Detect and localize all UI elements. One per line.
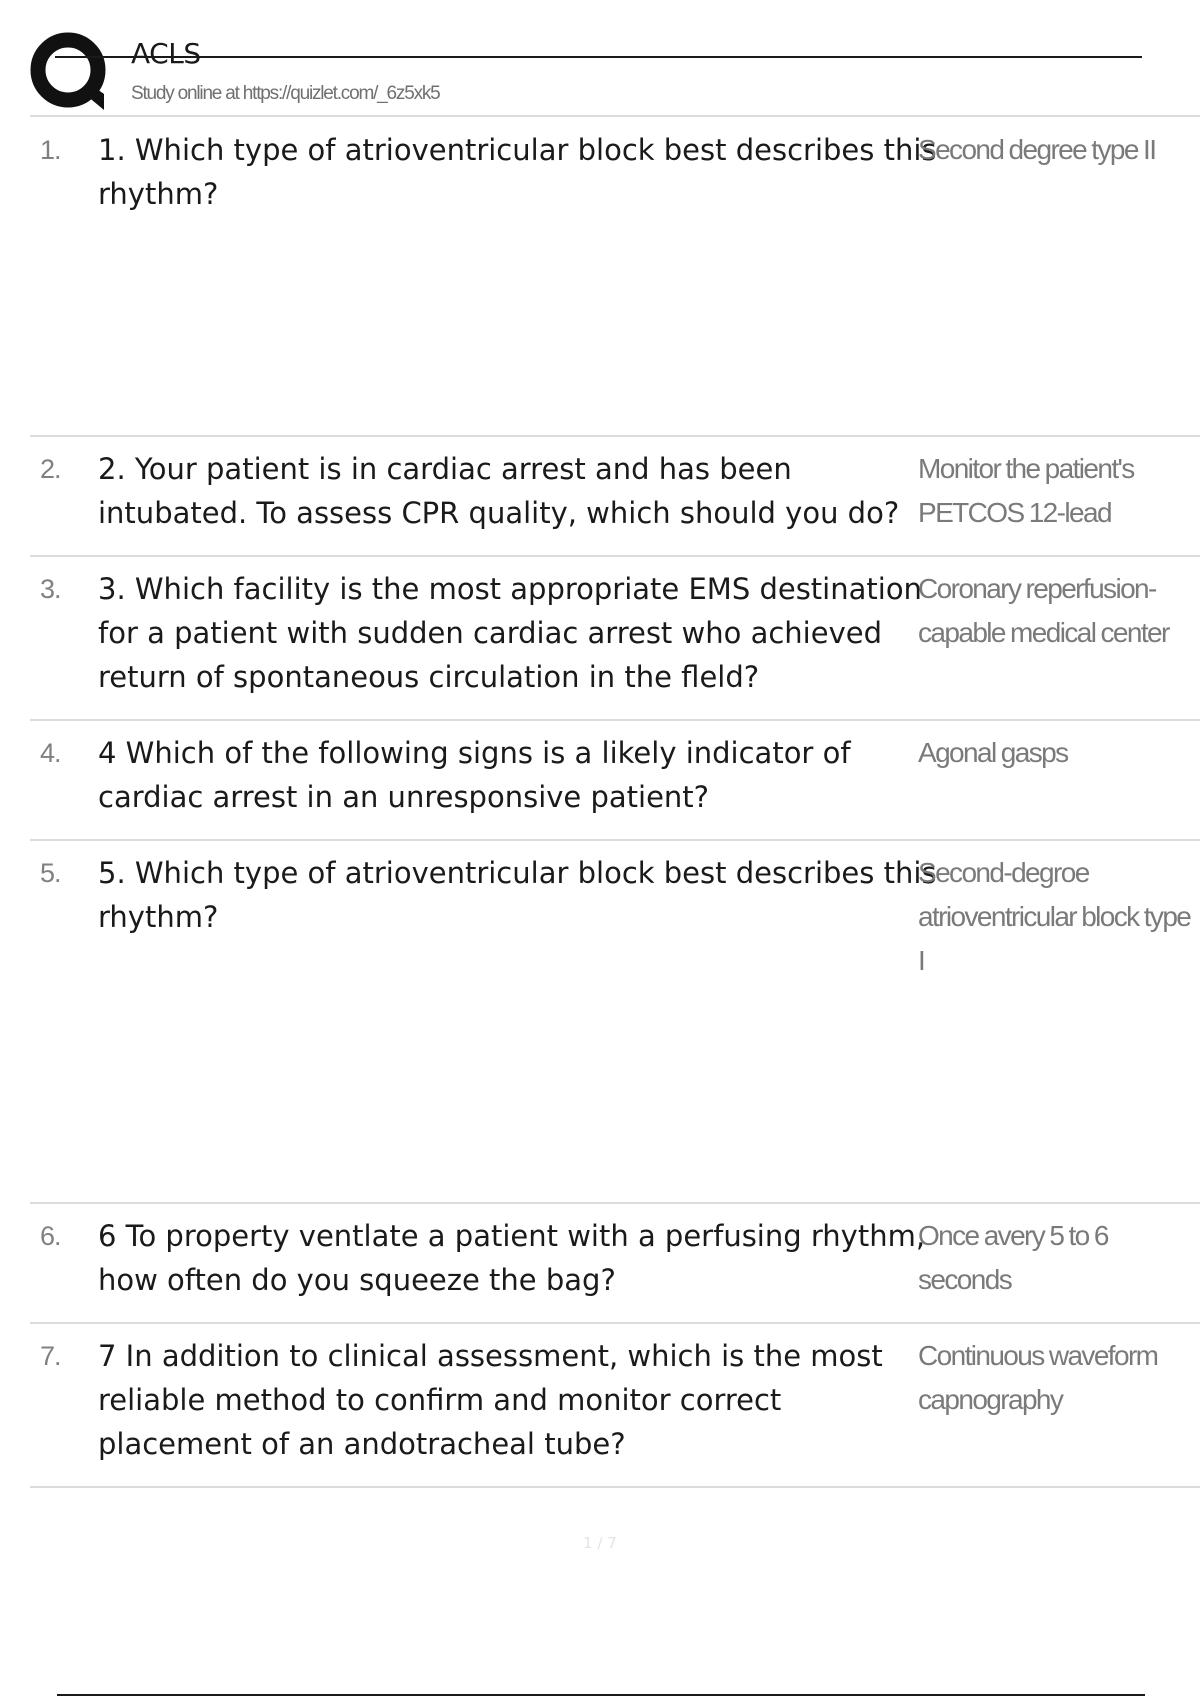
header-divider: [30, 115, 1200, 117]
flashcard-1: [30, 118, 1200, 437]
card-answer: Second degree type II: [918, 134, 1156, 165]
card-question: 1. Which type of atrioventricular block best describes this rhythm?: [98, 133, 937, 211]
card-number: 3.: [40, 574, 61, 604]
card-question: 2. Your patient is in cardiac arrest and has been intubated. To assess CPR quality, which should you do?: [98, 452, 900, 530]
card-number: 5.: [40, 858, 61, 888]
card-answer: Second-degroe atrioventricular block type I: [918, 857, 1191, 976]
card-question: 6 To property ventlate a patient with a perfusing rhythm, how often do you squeeze the bag?: [98, 1219, 926, 1297]
study-online-link[interactable]: Study online at https://quizlet.com/_6z5xk5: [131, 83, 440, 104]
card-answer: Continuous waveform capnography: [918, 1340, 1158, 1415]
flashcard-5: [30, 841, 1200, 1204]
footer-rule: [57, 1694, 1145, 1696]
card-answer: Agonal gasps: [918, 737, 1068, 768]
flashcard-4: [30, 721, 1200, 841]
card-answer: Coronary reperfusion-capable medical center: [918, 573, 1169, 648]
page-indicator: 1 / 7: [583, 1534, 617, 1552]
header-rule: [55, 56, 1142, 58]
flashcard-3: [30, 557, 1200, 721]
card-question: 7 In addition to clinical assessment, which is the most reliable method to confirm and monitor correct placement of an andotracheal tube?: [98, 1339, 883, 1461]
card-answer: Once avery 5 to 6 seconds: [918, 1220, 1108, 1295]
card-question: 4 Which of the following signs is a likely indicator of cardiac arrest in an unresponsive patient?: [98, 736, 851, 814]
card-answer: Monitor the patient's PETCOS 12-lead: [918, 453, 1134, 528]
flashcard-6: [30, 1204, 1200, 1324]
card-number: 6.: [40, 1221, 61, 1251]
flashcard-2: [30, 437, 1200, 557]
card-number: 1.: [40, 135, 61, 165]
card-question: 3. Which facility is the most appropriate EMS destination for a patient with sudden cardiac arrest who achieved return of spontaneous circulation in the fleld?: [98, 572, 922, 694]
flashcard-7: [30, 1324, 1200, 1488]
card-number: 4.: [40, 738, 61, 768]
card-number: 2.: [40, 454, 61, 484]
card-question: 5. Which type of atrioventricular block best describes this rhythm?: [98, 856, 937, 934]
deck-title: ACLS: [131, 37, 201, 70]
quizlet-logo-icon: [30, 32, 112, 112]
card-number: 7.: [40, 1341, 61, 1371]
